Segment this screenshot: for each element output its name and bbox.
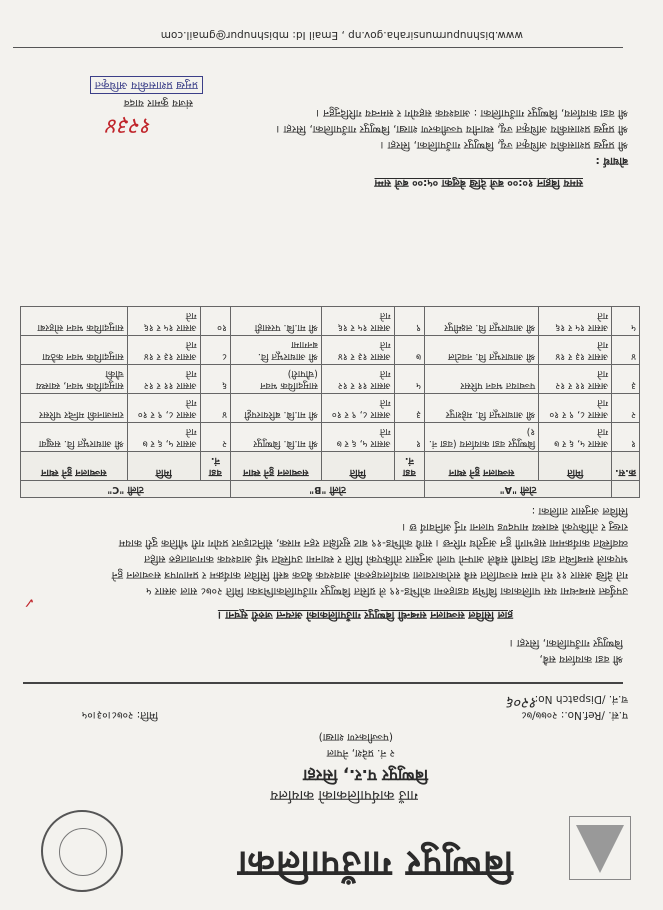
office-name: गाउँ कार्यपालिकाको कार्यालय [270,787,418,803]
col-header: क्र.स. [612,452,640,481]
table-cell: श्री आधारभूत वि. महेशपुर [425,394,539,423]
time-note: समय बिहान १०:०० बजे देखि बेलुका ०५:०० बजे सम्म [374,177,583,189]
table-cell: ८ [200,336,230,365]
table-cell: ७ [394,336,424,365]
table-cell: श्री मा.बि. परसाही [231,307,322,336]
table-cell: पञ्चायत भवन परिसर [425,365,539,394]
table-cell: २ [612,394,640,423]
col-header: वडा नं. [394,452,424,481]
table-cell: सामुदायिक भवन सोहरबा [21,307,128,336]
table-cell: असार ५, ६ र ७ गते [321,423,394,452]
ref-number: प.सं. /Ref.No.: २०७७/७८ [521,709,628,721]
table-cell: श्री आधारभूत वि. नवटोल [425,336,539,365]
letter-date: मिति: २०७८।०३।०५ [81,709,158,721]
bodhartha-label: बोधार्थ : [595,155,628,167]
table-cell: १ [394,423,424,452]
table-cell: २ [200,423,230,452]
bodhartha-item-3: श्री वडा कार्यालय, बिष्णुपुर गाउँपालिका : आवश्यक सहयोग र समन्वय गरिदिनुहुन । [315,107,628,119]
column-header-row [21,452,640,481]
table-cell: असार ५, ६ र ७ गते [539,423,612,452]
signature-mark: १२३४ [107,113,153,138]
table-cell: श्री मा.बि. बरियारपट्टी [231,394,322,423]
signatory-designation: प्रमुख प्रशासकीय अधिकृत [90,76,203,94]
nepal-flag-icon [569,816,631,880]
table-row [21,423,640,452]
col-header: मिति [127,452,200,481]
table-cell: असार १५ र १६ गते [539,307,612,336]
body-line-4: व्यवस्थित कार्यक्रममा सहभागी हुन अनुरोध गरिन्छ । साथै कोभिड-१९ बाट सुरक्षित रहन मास्क, सेनिटाइजर प्रयोग गरी भौतिक दुरी कायम [118,537,628,549]
table-row [21,365,640,394]
table-cell: असार ११ र १२ गते [539,365,612,394]
table-cell: असार ११ र १२ गते [127,365,200,394]
team-b-header: टोली "B" [231,481,425,498]
dispatch-label: च.नं. /Dispatch No: [534,693,628,705]
table-cell: असार १५ र १६ गते [321,307,394,336]
bodhartha-item-2: श्री प्रमुख प्रशासकीय अधिकृत ज्यू, स्थानीय पञ्जीकरण शाखा, बिष्णुपुर गाउँपालिका, सिरहा । [276,123,628,135]
table-cell: सामुदायिक भवन, स्वास्थ्य चौकी [21,365,128,394]
table-cell: ४ [612,336,640,365]
letterhead-title: बिष्णुपुर गाउँपालिका [236,843,513,885]
col-header: मिति [321,452,394,481]
body-line-2: गते देखि असार ११ गते सम्म सञ्चालित सबै सरोकारवाला कार्यालयहरुको आवश्यक बैठक बसी सिविल कार्यक्रम र प्रमाणपत्र सञ्चालन हुने [111,569,628,581]
pen-mark: ✓ [23,594,35,610]
addressee-line-2: बिष्णुपुर गाउँपालिका, सिरहा । [509,637,623,649]
col-header: सञ्चालन हुने स्थान [425,452,539,481]
section-line: (पञ्जीकरण शाखा) [318,731,393,743]
footer-contact: www.bishnupurmunsiraha.gov.np , Email Id: mbishnupur@gmail.com [160,29,523,41]
province-line: २ नं. प्रदेश, नेपाल [326,747,395,759]
table-cell: श्री आधारभूत वि. लक्ष्मीपुर [425,307,539,336]
table-cell: असार ८, ९ र १० गते [127,394,200,423]
subject-line: हाल सिविल सञ्चालन सम्बन्धी बिष्णुपुर गाउँपालिकाको अत्यन्त जरुरी सूचना । [217,609,513,621]
table-cell: असार ५, ६ र ७ गते [127,423,200,452]
team-a-header: टोली "A" [425,481,612,498]
bodhartha-item-1: श्री प्रमुख प्रशासकीय अधिकृत ज्यू, बिष्णुपुर गाउँपालिका, सिरहा । [380,139,628,151]
table-cell: असार १३ र १४ गते [539,336,612,365]
table-cell: श्री आधारभूत वि. बनगामा [231,336,322,365]
table-cell: सामुदायिक भवन कठैया [21,336,128,365]
body-line-3: भएकाले सम्बन्धित वडा निवासी सबैले आफ्नो पालो अनुसार तोकिएको मिति र स्थानमा उपस्थित भई आवश्यक कागजातहरु सहित [144,553,628,565]
table-cell: सामुदायिक भवन (चौपारी) [231,365,322,394]
col-header: वडा नं. [200,452,230,481]
table-cell: असार ११ र १२ गते [321,365,394,394]
table-cell: ३ [394,394,424,423]
addressee-line-1: श्री वडा कार्यालय सबै, [539,653,623,665]
header-divider [23,682,623,684]
table-cell: ९ [394,307,424,336]
table-cell: असार ८, ९ र १० गते [539,394,612,423]
table-cell: १ [612,423,640,452]
table-row [21,307,640,336]
table-cell: असार १३ र १४ गते [321,336,394,365]
col-header: सञ्चालन हुने स्थान [21,452,128,481]
table-cell: श्री आधारभूत वि. सखुवा [21,423,128,452]
table-row [21,394,640,423]
body-line-1: उपर्युक्त सम्बन्धमा यस पालिकाका बिभिन्न वडाहरुमा कोभिड-१९ ले ग्रसित बिष्णुपुर गाउँपालिकाभित्रका मिति २०७८ साल असार ५ [146,585,628,597]
blank-header-cell [612,481,640,498]
table-cell: रामजानकी मन्दिर परिसर [21,394,128,423]
table-cell: असार १३ र १४ गते [127,336,200,365]
table-cell: ४ [200,394,230,423]
schedule-table [20,306,640,498]
table-cell: असार ८, ९ र १० गते [321,394,394,423]
table-cell: १० [200,307,230,336]
team-group-row [21,481,640,498]
dispatch-number: १२०६ [506,694,538,712]
col-header: मिति [539,452,612,481]
signatory-name: संजय कुमार यादव [123,97,193,109]
office-location: बिष्णुपुर प.र., सिरहा [303,766,428,785]
col-header: सञ्चालन हुने स्थान [231,452,322,481]
table-cell: ६ [200,365,230,394]
table-cell: श्री मा.बि. बिष्णुपुर [231,423,322,452]
table-cell: बिष्णुपुर वडा कार्यालय (वडा नं. १) [425,423,539,452]
table-cell: असार १५ र १६ गते [127,307,200,336]
body-line-6: सिविल अनुसार तालिका : [531,505,628,517]
table-cell: ३ [612,365,640,394]
table-cell: ५ [612,307,640,336]
table-row [21,336,640,365]
footer-divider [13,47,623,48]
gaunpalika-emblem-icon [41,810,123,892]
team-c-header: टोली "C" [21,481,231,498]
body-line-5: राख्नु र तोकिएको स्वास्थ्य मापदण्ड पालना गर्नु अनिवार्य छ । [402,521,628,533]
table-cell: ५ [394,365,424,394]
